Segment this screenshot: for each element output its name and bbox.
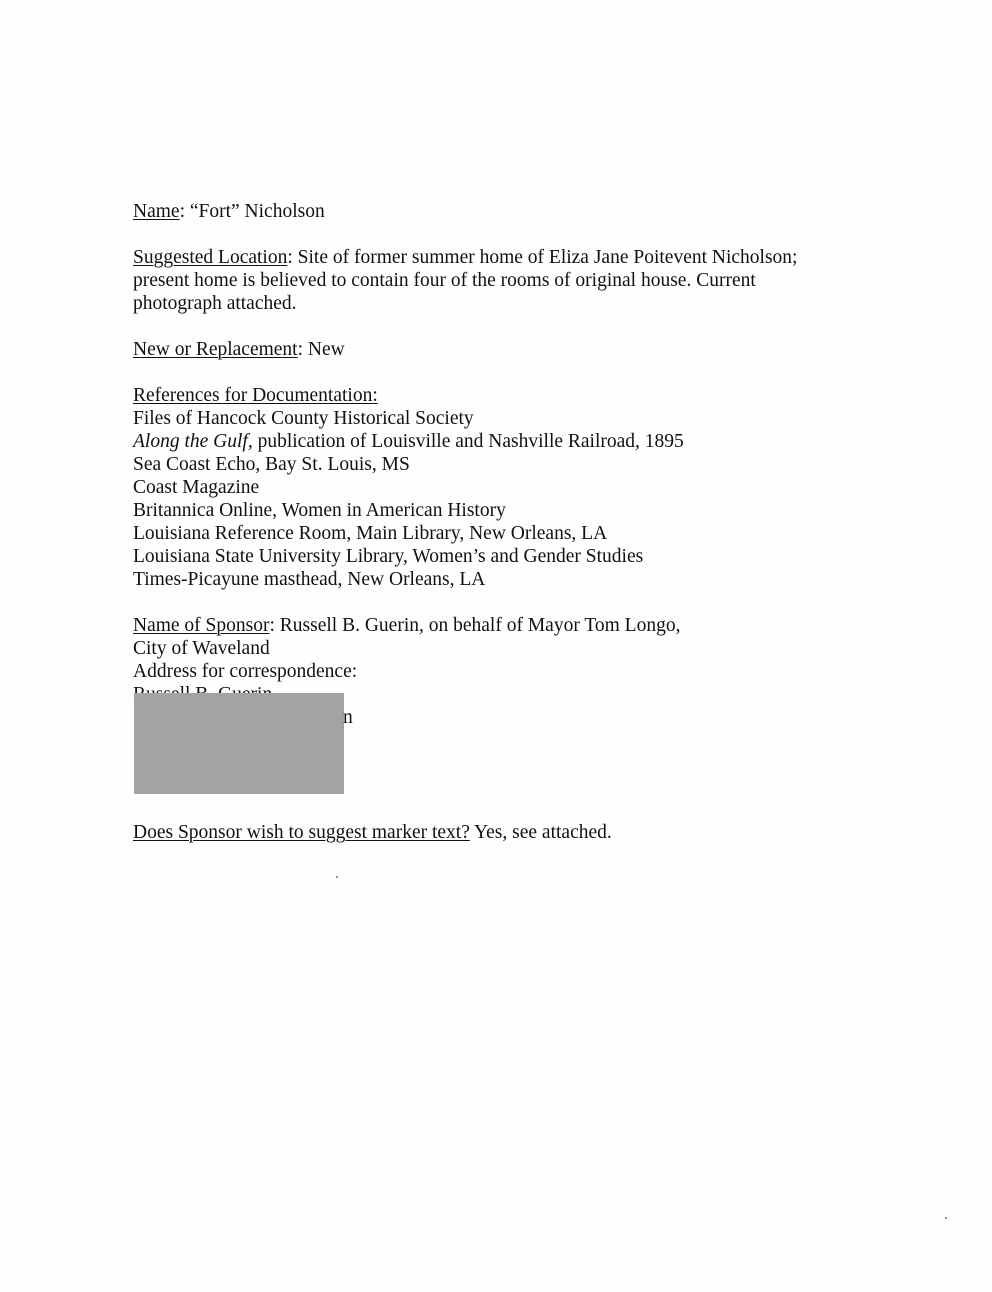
scan-speck	[336, 876, 338, 878]
references-heading: References for Documentation:	[133, 385, 378, 406]
reference-item: Sea Coast Echo, Bay St. Louis, MS	[133, 454, 410, 475]
marker-text-row	[133, 821, 612, 844]
sponsor-line-2: City of Waveland	[133, 638, 270, 659]
sponsor-label: Name of Sponsor	[133, 615, 270, 636]
name-label: Name	[133, 201, 180, 222]
name-value: : “Fort” Nicholson	[179, 201, 325, 222]
reference-item: Coast Magazine	[133, 477, 260, 498]
sponsor-value: : Russell B. Guerin, on behalf of Mayor Tom Longo,	[269, 615, 681, 636]
reference-item: Files of Hancock County Historical Society	[133, 408, 474, 429]
address-partial-fragment: n	[343, 707, 353, 728]
along-the-gulf-title: Along the Gulf,	[133, 431, 253, 452]
reference-item: Louisiana Reference Room, Main Library, New Orleans, LA	[133, 523, 608, 544]
name-row	[133, 200, 325, 223]
location-line-3: photograph attached.	[133, 293, 297, 314]
redaction-block	[134, 693, 344, 794]
marker-text-question: Does Sponsor wish to suggest marker text?	[133, 822, 470, 843]
reference-item-along-the-gulf	[133, 430, 684, 453]
sponsor-row	[133, 614, 680, 637]
location-row	[133, 246, 797, 269]
reference-item: Britannica Online, Women in American History	[133, 500, 506, 521]
location-line-1: : Site of former summer home of Eliza Jane Poitevent Nicholson;	[287, 247, 798, 268]
address-label: Address for correspondence:	[133, 661, 358, 682]
location-line-2: present home is believed to contain four of the rooms of original house. Current	[133, 270, 756, 291]
reference-item: Louisiana State University Library, Women’s and Gender Studies	[133, 546, 644, 567]
location-label: Suggested Location	[133, 247, 288, 268]
marker-text-answer: Yes, see attached.	[469, 822, 612, 843]
scan-speck	[945, 1217, 947, 1219]
new-or-replacement-value: : New	[297, 339, 345, 360]
new-or-replacement-row	[133, 338, 345, 361]
new-or-replacement-label: New or Replacement	[133, 339, 298, 360]
along-the-gulf-desc: publication of Louisville and Nashville Railroad, 1895	[252, 431, 684, 452]
reference-item: Times-Picayune masthead, New Orleans, LA	[133, 569, 486, 590]
